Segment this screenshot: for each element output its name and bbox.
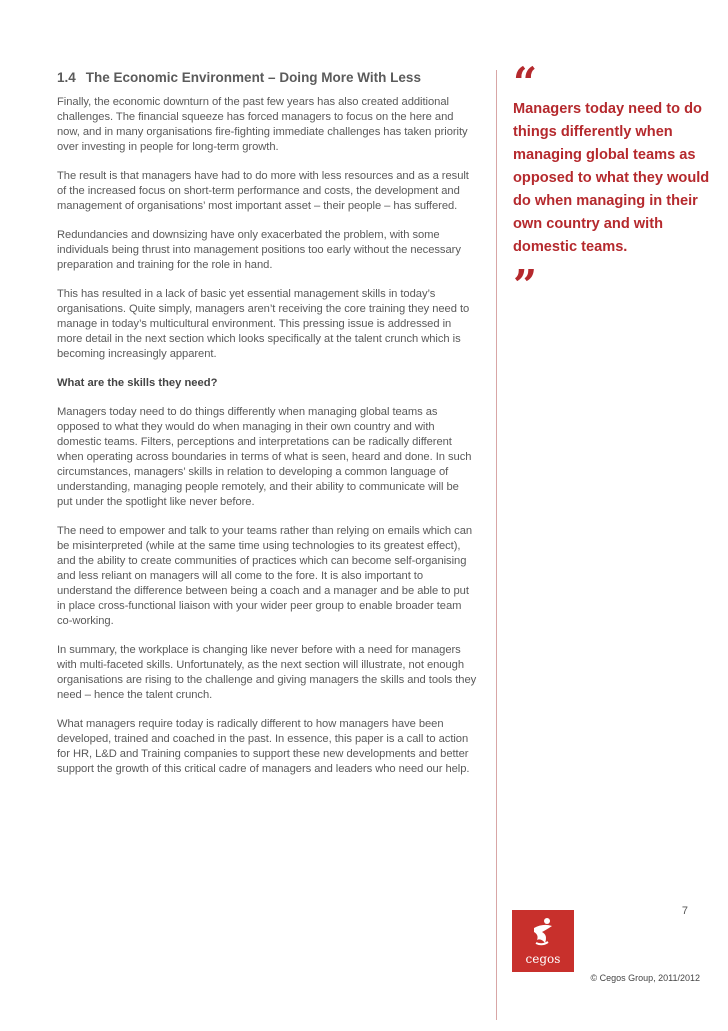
logo-wordmark: cegos — [525, 952, 561, 966]
paragraph: What managers require today is radically different to how managers have been developed, trained and coached in the past. In essence, this paper is a call to action for HR, L&D and Training companies to support these new developments and better support the growth of this critical cadre of managers and leaders who need our help. — [57, 718, 470, 775]
page-number: 7 — [681, 905, 688, 917]
cegos-logo — [512, 910, 574, 972]
close-quote-icon: ” — [513, 261, 538, 310]
copyright: © Cegos Group, 2011/2012 — [590, 973, 700, 983]
subheading: What are the skills they need? — [57, 377, 218, 389]
main-column — [57, 70, 477, 791]
section-number: 1.4 — [57, 70, 76, 85]
paragraph: In summary, the workplace is changing like never before with a need for managers with multi-faceted skills. Unfortunately, as the next section will illustrate, not enough organisations are rising to the challenge and giving managers the skills and tools they need – hence the talent crunch. — [57, 644, 477, 701]
paragraph: Managers today need to do things differently when managing global teams as opposed to what they would do when managing in their own country and with domestic teams. Filters, perceptions and interpretations can be radically different when operating across boundaries in terms of what is seen, heard and done. In such circumstances, managers’ skills in relation to developing a common language of understanding, managing people remotely, and their ability to communicate will be put under the spotlight like never before. — [57, 406, 472, 508]
column-divider — [496, 70, 497, 1020]
section-title-text: The Economic Environment – Doing More With Less — [85, 70, 421, 85]
paragraph: This has resulted in a lack of basic yet essential management skills in today’s organisations. Quite simply, managers aren’t receiving the core training they need to manage in today’s multicultural environment. This pressing issue is addressed in more detail in the next section which looks specifically at the talent crunch which is becoming increasingly apparent. — [57, 288, 470, 360]
paragraph: Redundancies and downsizing have only exacerbated the problem, with some individuals being thrust into management positions too early without the necessary preparation and training for the role in hand. — [57, 229, 461, 271]
pull-quote-text: Managers today need to do things differently when managing global teams as opposed to what they would do when managing in their own country and with domestic teams. — [513, 101, 710, 255]
pull-quote — [513, 58, 713, 310]
figure-icon — [512, 910, 574, 952]
section-title — [57, 70, 477, 86]
paragraph: The need to empower and talk to your teams rather than relying on emails which can be misinterpreted (while at the same time using technologies to its greatest effect), and the ability to create communities of practices which can become self-organising and less reliant on managers will all come to the fore. It is also important to understand the difference between being a coach and a manager and be able to put in place cross-functional liaison with your wider peer group to enable broader team co-working. — [57, 525, 473, 627]
paragraph: Finally, the economic downturn of the past few years has also created additional challenges. The financial squeeze has forced managers to focus on the here and now, and in many organisations fire-fighting immediate challenges has taken priority over investing in people for long-term growth. — [57, 96, 468, 153]
open-quote-icon: “ — [513, 58, 538, 107]
paragraph: The result is that managers have had to do more with less resources and as a result of the increased focus on short-term performance and costs, the development and management of organisations’ most important asset – their people – has suffered. — [57, 170, 469, 212]
